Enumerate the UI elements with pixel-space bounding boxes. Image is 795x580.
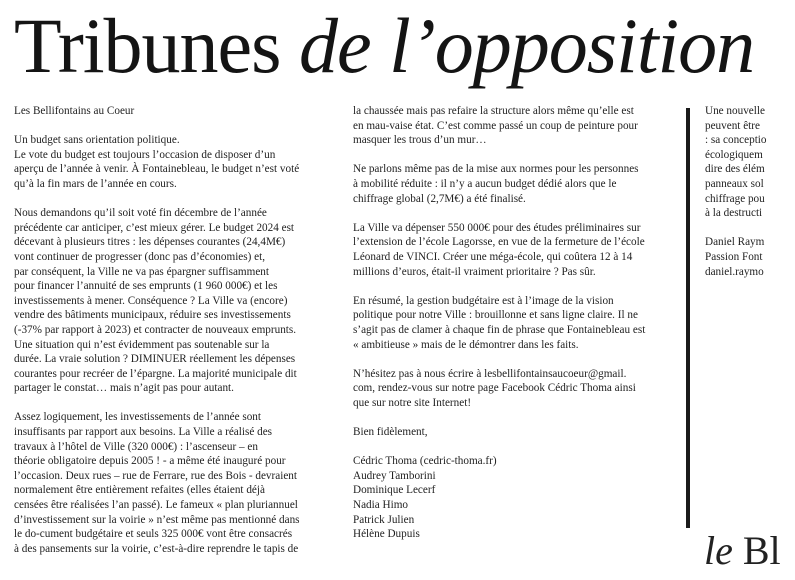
- text-line: Le vote du budget est toujours l’occasion de disposer d’un: [14, 148, 276, 161]
- text-line: décevant à plusieurs titres : les dépenses courantes (24,4M€): [14, 236, 286, 249]
- text-line: Léonard de VINCI. Créer une méga-école, qui coûtera 12 à 14: [353, 250, 633, 263]
- text-line: (-37% par rapport à 2023) et contracter de nouveaux emprunts.: [14, 323, 297, 336]
- title-italic: de l’opposition: [299, 2, 755, 89]
- text-line: vont continuer de progresser (donc pas d’économies) et,: [14, 250, 266, 263]
- contact-paragraph: [353, 367, 683, 411]
- paragraph: [353, 104, 683, 148]
- column-divider-bar: [686, 108, 690, 528]
- column-2: [353, 104, 683, 556]
- text-line: Passion Font: [705, 250, 763, 263]
- text-line: Un budget sans orientation politique.: [14, 134, 180, 147]
- text-line: aperçu de l’année à venir. À Fontainebleau, le budget n’est voté: [14, 163, 300, 176]
- text-line: investissements à mener. Conséquence ? La Ville va (encore): [14, 294, 288, 307]
- text-line: La Ville va dépenser 550 000€ pour des études préliminaires sur: [353, 221, 641, 234]
- text-line: En résumé, la gestion budgétaire est à l’image de la vision: [353, 294, 614, 307]
- text-line: Daniel Raym: [705, 236, 765, 249]
- text-line: écologiquem: [705, 148, 763, 161]
- text-line: Dominique Lecerf: [353, 484, 436, 497]
- text-line: Ne parlons même pas de la mise aux normes pour les personnes: [353, 163, 639, 176]
- paragraph: [353, 162, 683, 206]
- text-line: travaux à l’hôtel de Ville (320 000€) : l’ascenseur – en: [14, 440, 258, 453]
- page-title: [14, 0, 754, 92]
- title-regular: Tribunes: [14, 2, 281, 89]
- signature-italic: le: [704, 528, 733, 573]
- signature-regular: Bl: [742, 528, 781, 573]
- text-line: « ambitieuse » mais de le démontrer dans les faits.: [353, 338, 579, 351]
- paragraph: [14, 410, 344, 556]
- text-line: s’agit pas de clamer à chaque fin de phrase que Fontainebleau est: [353, 323, 646, 336]
- text-line: panneaux sol: [705, 177, 764, 190]
- text-line: à mobilité réduite : il n’y a aucun budget dédié alors que le: [353, 177, 617, 190]
- text-line: Une nouvelle: [705, 105, 765, 117]
- text-line: censées être réalisées l’an passé). Le fameux « plan pluriannuel: [14, 499, 298, 512]
- text-line: durée. La vraie solution ? DIMINUER réellement les dépenses: [14, 353, 296, 366]
- text-line: pour financer l’annuité de ses emprunts (1 960 000€) et les: [14, 280, 278, 293]
- text-line: courantes pour recréer de l’épargne. La majorité municipale dit: [14, 367, 297, 380]
- text-line: dire des élém: [705, 163, 765, 176]
- text-line: Hélène Dupuis: [353, 528, 420, 541]
- text-line: N’hésitez pas à nous écrire à lesbellifontainsaucoeur@gmail.: [353, 367, 627, 380]
- text-line: millions d’euros, était-il vraiment prioritaire ? Pas sûr.: [353, 265, 596, 278]
- text-line: par conséquent, la Ville ne va pas épargner suffisamment: [14, 265, 270, 278]
- text-line: en mau-vaise état. C’est comme passé un coup de peinture pour: [353, 119, 638, 132]
- author-block: [705, 235, 795, 279]
- text-line: Patrick Julien: [353, 513, 415, 526]
- text-line: Audrey Tamborini: [353, 469, 436, 482]
- text-line: Cédric Thoma (cedric-thoma.fr): [353, 455, 497, 468]
- text-line: : sa conceptio: [705, 134, 767, 147]
- paragraph: [353, 294, 683, 352]
- text-line: précédente car anticiper, c’est mieux gérer. Le budget 2024 est: [14, 221, 295, 234]
- text-line: Nadia Himo: [353, 499, 408, 512]
- text-line: daniel.raymo: [705, 265, 764, 278]
- text-line: l’extension de l’école Lagorsse, en vue de la fermeture de l’école: [353, 236, 645, 249]
- paragraph: [353, 221, 683, 279]
- group-name: Les Bellifontains au Coeur: [14, 105, 135, 117]
- paragraph: [14, 206, 344, 396]
- text-line: Assez logiquement, les investissements de l’année sont: [14, 411, 262, 424]
- text-line: partager le constat… mais n’agit pas pour autant.: [14, 382, 234, 395]
- text-line: qu’à la fin mars de l’année en cours.: [14, 177, 177, 190]
- text-line: Nous demandons qu’il soit voté fin décembre de l’année: [14, 207, 267, 220]
- text-line: chiffrage global (2,7M€) a été finalisé.: [353, 192, 526, 205]
- text-line: le do-cument budgétaire et seuls 325 000€ vont être consacrés: [14, 528, 293, 541]
- column-1: [14, 104, 344, 571]
- text-line: insuffisants par rapport aux besoins. La Ville a réalisé des: [14, 426, 273, 439]
- text-line: théorie obligatoire depuis 2005 ! - a même été inauguré pour: [14, 455, 286, 468]
- text-line: la chaussée mais pas refaire la structure alors même qu’elle est: [353, 105, 634, 117]
- text-line: à des pansements sur la voirie, c’est-à-dire reprendre le tapis de: [14, 542, 299, 555]
- text-line: chiffrage pou: [705, 192, 765, 205]
- signatories: [353, 454, 683, 542]
- text-line: d’investissement sur la voirie » n’est même pas mentionné dans: [14, 513, 300, 526]
- paragraph: [705, 104, 795, 221]
- text-line: l’occasion. Deux rues – rue de Ferrare, rue des Bois - devraient: [14, 469, 297, 482]
- text-line: vendre des bâtiments municipaux, réduire ses investissements: [14, 309, 291, 322]
- text-line: Une situation qui n’est évidemment pas soutenable sur la: [14, 338, 270, 351]
- closing: Bien fidèlement,: [353, 426, 428, 439]
- text-line: normalement être entièrement refaites (elles étaient déjà: [14, 484, 265, 497]
- text-line: com, rendez-vous sur notre page Facebook Cédric Thoma ainsi: [353, 382, 636, 395]
- text-line: que sur notre site Internet!: [353, 396, 472, 409]
- text-line: à la destructi: [705, 207, 763, 220]
- text-line: masquer les trous d’un mur…: [353, 134, 487, 147]
- signature-logo: [704, 525, 781, 577]
- text-line: peuvent être: [705, 119, 760, 132]
- text-line: politique pour notre Ville : brouillonne et sans ligne claire. Il ne: [353, 309, 638, 322]
- paragraph: [14, 133, 344, 191]
- column-3: [705, 104, 795, 294]
